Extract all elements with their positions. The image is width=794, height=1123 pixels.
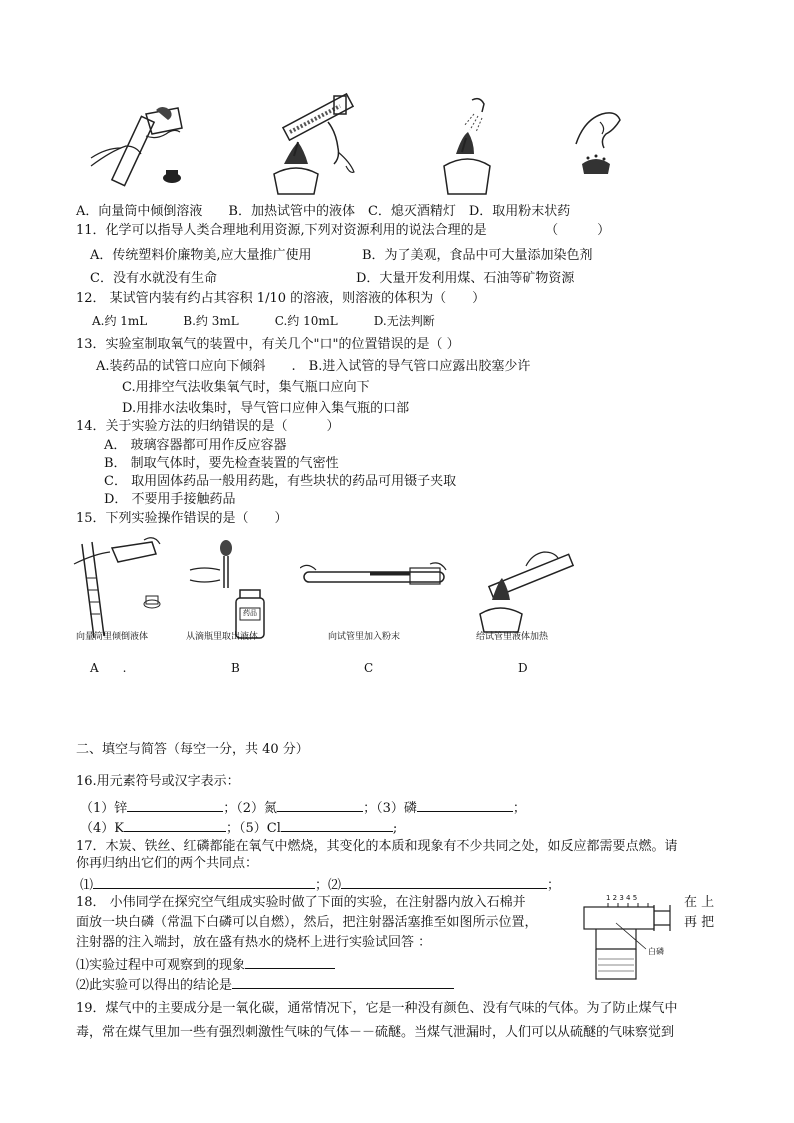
q15-label-a: A . [90,661,127,675]
q15-caption-c: 向试管里加入粉末 [328,632,401,642]
q10-figure-d [566,104,626,188]
q12-options: A.约 1mL B.约 3mL C.约 10mL D.无法判断 [92,314,435,328]
q18-scale-numbers: 1 2 3 4 5 [606,894,638,902]
q19-line-1: 19．煤气中的主要成分是一氧化碳，通常情况下，它是一种没有颜色、没有气味的气体。为了防止煤气中 [76,1001,678,1016]
q18-line-2: 面放一块白磷（常温下白磷可以自燃），然后，把注射器活塞推至如图所示位置， [76,915,538,930]
q15-figure-c [300,560,450,620]
q17-blank-2[interactable] [341,875,547,889]
q15-bottle-label: 药品 [243,609,257,617]
q16-row2 [80,818,397,837]
q15-label-d: D [518,661,528,675]
q10-figure-c [438,94,498,198]
q18-diagram-label: 白磷 [648,947,664,956]
q18-sub-2 [76,975,454,994]
q14-option-a: A． 玻璃容器都可用作反应容器 [104,438,287,453]
q18-line-2-tail: 再 把 [684,915,715,930]
q14-stem: 14．关于实验方法的归纳错误的是（ ） [76,419,340,434]
q16-item-4: （4）K [80,821,124,836]
q15-caption-b: 从滴瓶里取出液体 [186,632,259,642]
q17-answer-row [80,875,560,894]
q18-sub-1 [76,955,335,974]
q16-row1 [80,798,526,817]
q18-sub-2-text: ⑵此实验可以得出的结论是 [76,978,233,993]
q16-blank-4[interactable] [124,818,226,832]
q11-option-d: D．大量开发利用煤、石油等矿物资源 [356,271,575,286]
q18-line-1: 18． 小伟同学在探究空气组成实验时做了下面的实验，在注射器内放入石棉并 [76,895,526,910]
q17-label-1: ⑴ [80,878,94,893]
q16-blank-3[interactable] [417,798,513,812]
q15-figure-a [72,534,172,642]
q16-item-5: ；（5）Cl [225,821,281,836]
q15-caption-a: 向量筒里倾倒液体 [76,632,149,642]
q16-item-2: ；（2）氮 [223,801,278,816]
q17-end: ； [547,878,561,893]
q10-figure-a [86,96,196,196]
q15-stem: 15．下列实验操作错误的是（ ） [76,511,288,526]
q18-sub-1-text: ⑴实验过程中可观察到的现象 [76,958,246,973]
q13-option-d: D.用排水法收集时，导气管口应伸入集气瓶的口部 [122,401,410,416]
q16-blank-2[interactable] [277,798,363,812]
q14-option-b: B． 制取气体时，要先检查装置的气密性 [104,456,339,471]
q17-blank-1[interactable] [93,875,315,889]
section-2-heading: 二、填空与简答（每空一分，共 40 分） [76,742,309,757]
q18-blank-1[interactable] [245,955,335,969]
q13-stem: 13．实验室制取氧气的装置中，有关几个"口"的位置错误的是（ ） [76,337,460,352]
q12-stem: 12． 某试管内装有约占其容积 1/10 的溶液，则溶液的体积为（ ） [76,291,486,306]
q17-line-1: 17．木炭、铁丝、红磷都能在氧气中燃烧，其变化的本质和现象有不少共同之处，如反应都需要点燃。请 [76,839,678,854]
q11-option-b: B．为了美观，食品中可大量添加染色剂 [362,248,593,263]
q18-line-1-tail: 在 上 [684,895,715,910]
q18-blank-2[interactable] [232,975,454,989]
q11-option-c: C．没有水就没有生命 [90,271,217,286]
q10-options: A．向量筒中倾倒溶液 B．加热试管中的液体 C．熄灭酒精灯 D．取用粉末状药 [76,204,571,219]
q16-row2-end: ; [392,821,398,836]
q16-row1-end: ； [512,801,526,816]
q16-blank-1[interactable] [127,798,223,812]
q11-stem: 11．化学可以指导人类合理地利用资源,下列对资源利用的说法合理的是 （ ） [76,223,611,238]
q10-figure-b [268,92,378,198]
q15-figure-d [468,540,588,640]
q17-line-2: 你再归纳出它们的两个共同点： [76,856,259,871]
q16-blank-5[interactable] [281,818,393,832]
q18-line-3: 注射器的注入端封，放在盛有热水的烧杯上进行实验试回答 ： [76,935,432,950]
q16-item-1: （1）锌 [80,801,128,816]
q18-syringe-diagram [580,893,676,983]
q16-stem: 16.用元素符号或汉字表示： [76,774,240,789]
q16-item-3: ；（3）磷 [363,801,417,816]
q13-options-ab: A.装药品的试管口应向下倾斜 . B.进入试管的导气管口应露出胶塞少许 [96,359,531,374]
q14-option-d: D． 不要用手接触药品 [104,492,236,507]
q15-label-c: C [364,661,374,675]
q11-option-a: A．传统塑料价廉物美,应大量推广使用 [90,248,312,263]
q17-label-2: ；⑵ [315,878,342,893]
q19-line-2: 毒，常在煤气里加一些有强烈刺激性气味的气体－－硫醚。当煤气泄漏时，人们可以从硫醚的气味察觉到 [76,1025,675,1040]
q14-option-c: C． 取用固体药品一般用药匙，有些块状的药品可用镊子夹取 [104,474,457,489]
q15-figure-b [184,534,274,642]
q13-option-c: C.用排空气法收集氧气时，集气瓶口应向下 [122,380,370,395]
q15-caption-d: 给试管里液体加热 [476,632,549,642]
q15-label-b: B [231,661,240,675]
